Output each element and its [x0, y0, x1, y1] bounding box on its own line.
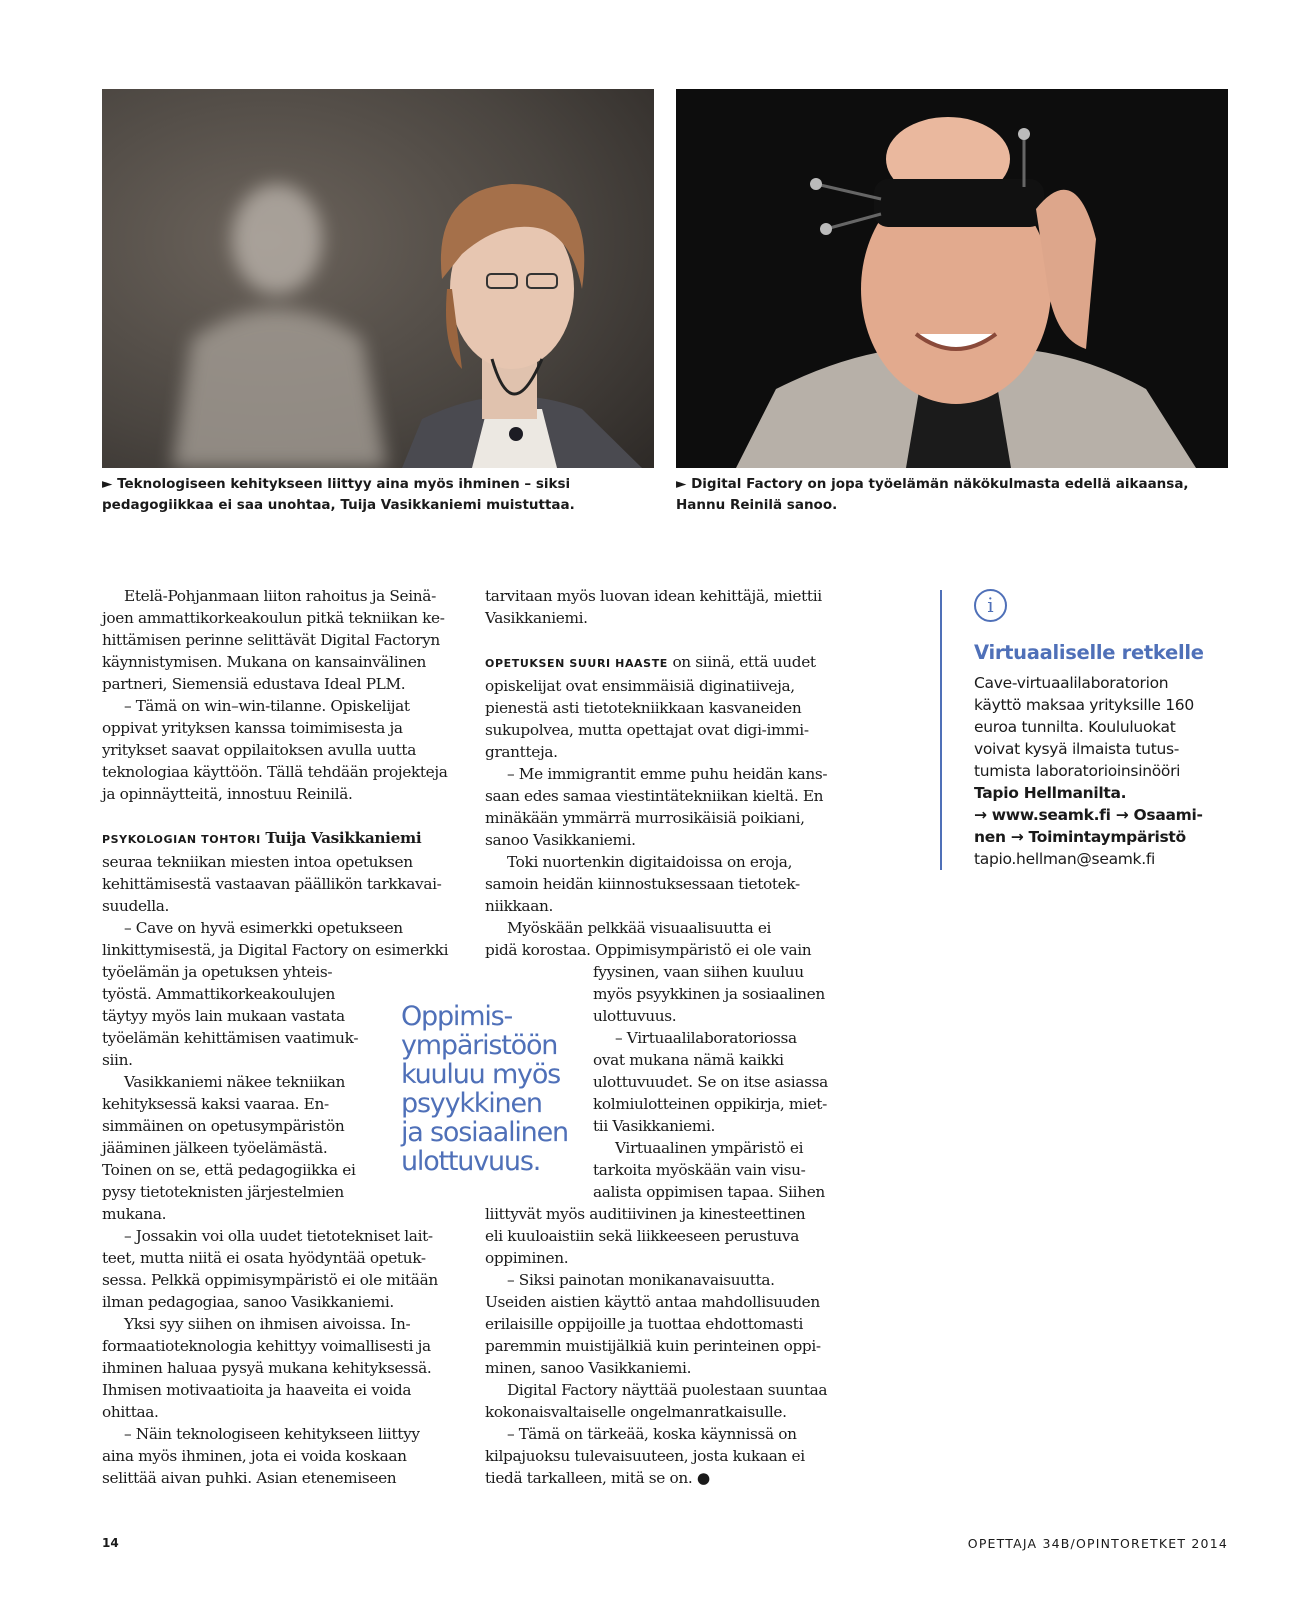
text-line: – Me immigrantit emme puhu heidän kans- [507, 765, 828, 783]
text-line: – Näin teknologiseen kehitykseen liittyy [124, 1425, 420, 1443]
text-line: tarvitaan myös luovan idean kehittäjä, miettii [485, 587, 822, 605]
text-line: myös psyykkinen ja sosiaalinen [593, 985, 825, 1003]
text-line: kehittämisestä vastaavan päällikön tarkkavai- [102, 875, 442, 893]
text-line: sukupolvea, mutta opettajat ovat digi-immi- [485, 721, 809, 739]
text-line: Virtuaalinen ympäristö ei [615, 1139, 804, 1157]
text-line: ohittaa. [102, 1403, 159, 1421]
lead-in-label: PSYKOLOGIAN TOHTORI [102, 833, 261, 846]
text-line: ilman pedagogiaa, sanoo Vasikkaniemi. [102, 1293, 394, 1311]
text-line: seuraa tekniikan miesten intoa opetuksen [102, 853, 413, 871]
info-line: tumista laboratorioinsinööri [974, 762, 1181, 780]
text-line: kehityksessä kaksi vaaraa. En- [102, 1095, 329, 1113]
text-line: aalista oppimisen tapaa. Siihen [593, 1183, 825, 1201]
info-box-title: Virtuaaliselle retkelle [974, 641, 1204, 664]
text-line: mukana. [102, 1205, 167, 1223]
text-line: kokonaisvaltaiselle ongelmanratkaisulle. [485, 1403, 787, 1421]
page-number: 14 [102, 1536, 119, 1550]
text-line: opiskelijat ovat ensimmäisiä diginatiiveja, [485, 677, 795, 695]
pull-quote-line: kuuluu myös [401, 1059, 561, 1090]
info-box-body [974, 672, 1234, 870]
text-line: Yksi syy siihen on ihmisen aivoissa. In- [124, 1315, 411, 1333]
text-line: täytyy myös lain mukaan vastata [102, 1007, 345, 1025]
text-line: Toki nuortenkin digitaidoissa on eroja, [507, 853, 793, 871]
text-line: ja opinnäytteitä, innostuu Reinilä. [102, 785, 353, 803]
pull-quote-line: ja sosiaalinen [401, 1117, 568, 1148]
photo-hannu-reinila [676, 89, 1228, 468]
text-line: pysy tietoteknisten järjestelmien [102, 1183, 344, 1201]
text-line: minäkään ymmärrä murrosikäisiä poikiani, [485, 809, 805, 827]
text-line: Etelä-Pohjanmaan liiton rahoitus ja Seinä- [124, 587, 436, 605]
lead-in-label: OPETUKSEN SUURI HAASTE [485, 657, 668, 670]
text-line: ulottuvuus. [593, 1007, 677, 1025]
text-line: eli kuuloaistiin sekä liikkeeseen perustuva [485, 1227, 799, 1245]
text-line: – Jossakin voi olla uudet tietotekniset lait- [124, 1227, 433, 1245]
text-line: grantteja. [485, 743, 558, 761]
text-line: selittää aivan puhki. Asian etenemiseen [102, 1469, 397, 1487]
text-line: formaatioteknologia kehittyy voimallisesti ja [102, 1337, 431, 1355]
text-fragment: on siinä, että uudet [672, 653, 816, 671]
text-line: pidä korostaa. Oppimisympäristö ei ole vain [485, 941, 812, 959]
text-line: teknologiaa käyttöön. Tällä tehdään projekteja [102, 763, 448, 781]
lead-in-name: Tuija Vasikkaniemi [265, 829, 422, 847]
text-line: oppivat yrityksen kanssa toimimisesta ja [102, 719, 403, 737]
info-icon: i [974, 589, 1007, 622]
text-line: Myöskään pelkkää visuaalisuutta ei [507, 919, 772, 937]
text-line: sanoo Vasikkaniemi. [485, 831, 636, 849]
text-line: tiedä tarkalleen, mitä se on. ● [485, 1469, 710, 1487]
text-line: aina myös ihminen, jota ei voida koskaan [102, 1447, 407, 1465]
text-line: sessa. Pelkkä oppimisympäristö ei ole mitään [102, 1271, 438, 1289]
text-line: niikkaan. [485, 897, 553, 915]
text-line: – Tämä on win–win-tilanne. Opiskelijat [124, 697, 410, 715]
text-line: simmäinen on opetusympäristön [102, 1117, 345, 1135]
website-link-continued[interactable]: nen → Toimintaympäristö [974, 828, 1186, 846]
text-line: Vasikkaniemi. [485, 609, 588, 627]
text-line: paremmin muistijälkiä kuin perinteinen oppi- [485, 1337, 821, 1355]
text-line: linkittymisestä, ja Digital Factory on esimerkki [102, 941, 449, 959]
text-line: minen, sanoo Vasikkaniemi. [485, 1359, 692, 1377]
pull-quote [401, 1002, 591, 1176]
text-line: tii Vasikkaniemi. [593, 1117, 716, 1135]
text-line: oppiminen. [485, 1249, 569, 1267]
info-line: käyttö maksaa yrityksille 160 [974, 696, 1194, 714]
text-line: samoin heidän kiinnostuksessaan tietotek- [485, 875, 800, 893]
text-line: Ihmisen motivaatioita ja haaveita ei voida [102, 1381, 412, 1399]
info-box [974, 640, 1234, 870]
text-line: kilpajuoksu tulevaisuuteen, josta kukaan ei [485, 1447, 805, 1465]
info-box-divider [940, 590, 942, 870]
info-line: voivat kysyä ilmaista tutus- [974, 740, 1180, 758]
text-line: erilaisille oppijoille ja tuottaa ehdottomasti [485, 1315, 803, 1333]
text-line: työstä. Ammattikorkeakoulujen [102, 985, 336, 1003]
text-line: Digital Factory näyttää puolestaan suuntaa [507, 1381, 828, 1399]
text-line: työelämän kehittämisen vaatimuk- [102, 1029, 359, 1047]
pull-quote-line: Oppimis- [401, 1001, 513, 1032]
text-line: suudella. [102, 897, 170, 915]
text-line: Toinen on se, että pedagogiikka ei [102, 1161, 356, 1179]
text-line: – Virtuaalilaboratoriossa [615, 1029, 797, 1047]
contact-name: Tapio Hellmanilta. [974, 784, 1127, 802]
text-line: pienestä asti tietotekniikkaan kasvaneiden [485, 699, 802, 717]
text-line: saan edes samaa viestintätekniikan kieltä. En [485, 787, 824, 805]
text-line: kolmiulotteinen oppikirja, miet- [593, 1095, 827, 1113]
text-line: yritykset saavat oppilaitoksen avulla uutta [102, 741, 416, 759]
portrait-woman-image [102, 89, 654, 468]
text-line: – Tämä on tärkeää, koska käynnissä on [507, 1425, 797, 1443]
text-line: Useiden aistien käyttö antaa mahdollisuuden [485, 1293, 820, 1311]
magazine-footer: OPETTAJA 34B/OPINTORETKET 2014 [967, 1536, 1228, 1551]
text-line: – Cave on hyvä esimerkki opetukseen [124, 919, 403, 937]
text-line: ihminen haluaa pysyä mukana kehityksessä. [102, 1359, 432, 1377]
info-line: Cave-virtuaalilaboratorion [974, 674, 1169, 692]
text-line: fyysinen, vaan siihen kuuluu [593, 963, 804, 981]
text-line: partneri, Siemensiä edustava Ideal PLM. [102, 675, 406, 693]
contact-email[interactable]: tapio.hellman@seamk.fi [974, 850, 1156, 868]
pull-quote-line: ympäristöön [401, 1030, 558, 1061]
text-line: ulottuvuudet. Se on itse asiassa [593, 1073, 828, 1091]
text-line: tarkoita myöskään vain visu- [593, 1161, 806, 1179]
text-line: hittämisen perinne selittävät Digital Factoryn [102, 631, 440, 649]
text-line: käynnistymisen. Mukana on kansainvälinen [102, 653, 427, 671]
text-line: siin. [102, 1051, 133, 1069]
info-line: euroa tunnilta. Koululuokat [974, 718, 1176, 736]
text-line: liittyvät myös auditiivinen ja kinesteettinen [485, 1205, 806, 1223]
website-link[interactable]: → www.seamk.fi → Osaami- [974, 806, 1203, 824]
text-line: työelämän ja opetuksen yhteis- [102, 963, 333, 981]
text-line: joen ammattikorkeakoulun pitkä tekniikan ke- [102, 609, 445, 627]
text-line: Vasikkaniemi näkee tekniikan [124, 1073, 345, 1091]
text-line: teet, mutta niitä ei osata hyödyntää opetuk- [102, 1249, 426, 1267]
photo-tuija-vasikkaniemi [102, 89, 654, 468]
photo-caption-left: ► Teknologiseen kehitykseen liittyy aina myös ihminen – siksi pedagogiikkaa ei saa unohtaa, Tuija Vasikkaniemi muistuttaa. [102, 476, 575, 513]
pull-quote-line: psyykkinen [401, 1088, 542, 1119]
text-line: jääminen jälkeen työelämästä. [102, 1139, 328, 1157]
portrait-man-3d-glasses-image [676, 89, 1228, 468]
photo-caption-right: ► Digital Factory on jopa työelämän näkökulmasta edellä aikaansa, Hannu Reinilä sanoo. [676, 476, 1189, 513]
text-line: ovat mukana nämä kaikki [593, 1051, 784, 1069]
pull-quote-line: ulottuvuus. [401, 1146, 541, 1177]
text-line: – Siksi painotan monikanavaisuutta. [507, 1271, 775, 1289]
